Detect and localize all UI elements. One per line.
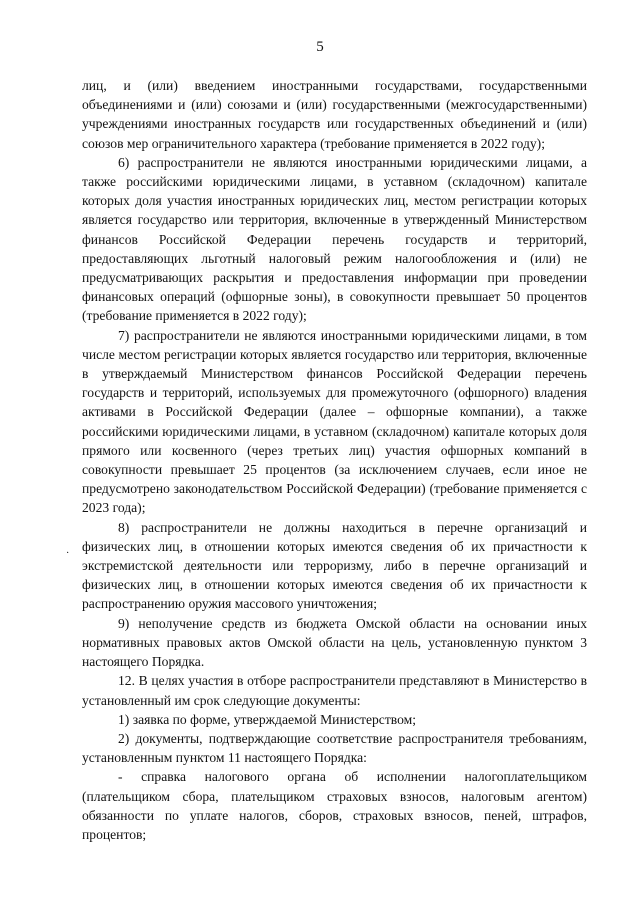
paragraph-subitem-2: 2) документы, подтверждающие соответствие распространителя требованиям, установленным пунктом 11 настоящего Порядка: [82,730,587,766]
paragraph-item-8: 8) распространители не должны находиться в перечне организаций и физических лиц, в отношении которых имеются сведения об их причастности к экстремистской деятельности или терроризму, либо в перечне организаций и физических лиц, в отношении которых имеются сведения об их причастности к распространению оружия массового уничтожения; [82,519,587,612]
paragraph-item-6: 6) распространители не являются иностранными юридическими лицами, а также российскими юридическими лицами, в уставном (складочном) капитале которых доля участия иностранных юридических лиц, местом регистрации которых является государство или территория, включенные в утвержденный Министерством финансов Российской Федерации перечень государств и территорий, предоставляющих льготный налоговый режим налогообложения и (или) не предусматривающих раскрытия и предоставления информации при проведении финансовых операций (офшорные зоны), в совокупности превышает 50 процентов (требование применяется в 2022 году); [82,154,587,324]
paragraph-clause-12: 12. В целях участия в отборе распространители представляют в Министерство в установленный им срок следующие документы: [82,673,587,708]
document-body [82,76,587,844]
page-number: 5 [316,39,324,55]
paragraph-subitem-1: 1) заявка по форме, утверждаемой Министерством; [118,711,417,727]
paragraph-tax-certificate: - справка налогового органа об исполнении налогоплательщиком (плательщиком сбора, плательщиком страховых взносов, налоговым агентом) обязанности по уплате налогов, сборов, страховых взносов, пеней, штрафов, процентов; [82,769,587,842]
paragraph-continuation: лиц, и (или) введением иностранными государствами, государственными объединениями и (или) союзами и (или) государственными (межгосударственными) учреждениями иностранных государств или государственных объединений и (или) союзов мер ограничительного характера (требование применяется в 2022 году); [82,78,587,151]
paragraph-item-9: 9) неполучение средств из бюджета Омской области на основании иных нормативных правовых актов Омской области на цель, установленную пунктом 3 настоящего Порядка. [82,615,587,670]
margin-dot: · [66,548,70,559]
paragraph-item-7: 7) распространители не являются иностранными юридическими лицами, в том числе местом регистрации которых является государство или территория, включенные в утверждаемый Министерством финансов Российской Федерации перечень государств и территорий, используемых для промежуточного (офшорного) владения активами в Российской Федерации (далее – офшорные компании), а также российскими юридическими лицами, в уставном (складочном) капитале которых доля прямого или косвенного (через третьих лиц) участия офшорных компаний в совокупности превышает 25 процентов (за исключением случаев, если иное не предусмотрено законодательством Российской Федерации) (требование применяется с 2023 года); [82,327,587,516]
